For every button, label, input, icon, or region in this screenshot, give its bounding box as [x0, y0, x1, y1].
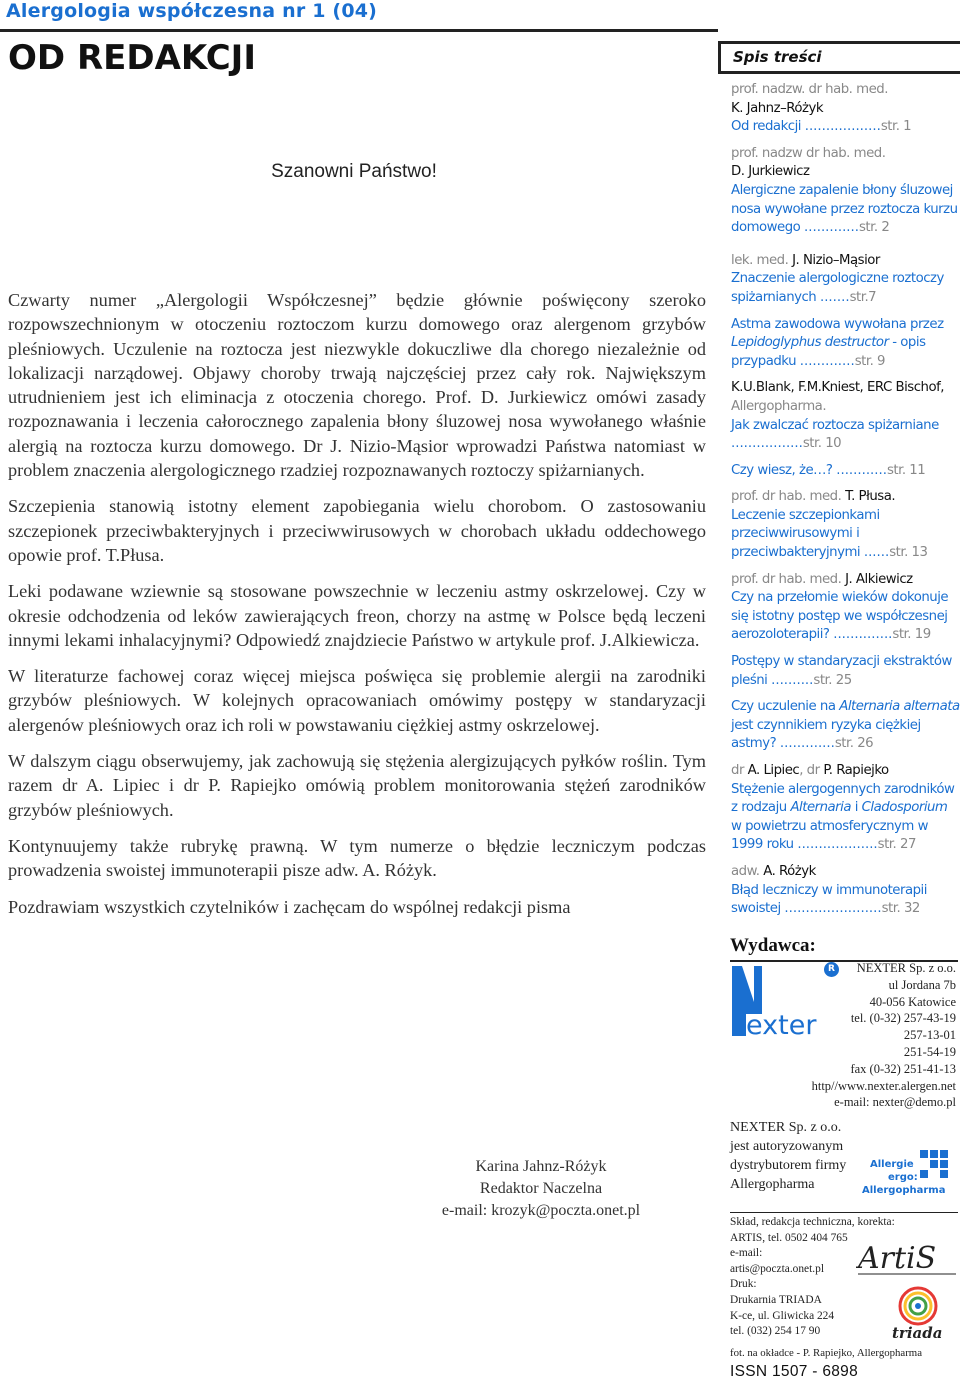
salutation: Szanowni Państwo!: [271, 161, 437, 182]
letter-paragraph: Pozdrawiam wszystkich czytelników i zachęcam do wspólnej redakcji pisma: [8, 896, 571, 917]
toc-title[interactable]: Jak zwalczać roztocza spiżarniane: [731, 417, 939, 433]
toc-page: str. 25: [813, 672, 852, 688]
toc-entry[interactable]: [731, 863, 960, 919]
letter-paragraph: Leki podawane wziewnie są stosowane powszechnie w leczeniu astmy oskrzelowej. Czy w okresie odchodzenia od leków zawierających freon, chorzy na astmę w Polsce będą leczeni innymi lekami inhalacyjnymi? Odpowiedź znajdziecie Państwo w artykule prof. J.Alkiewicza.: [8, 581, 706, 650]
toc-title[interactable]: Czy wiesz, że…?: [731, 462, 833, 478]
toc-page: str. 2: [858, 220, 890, 236]
toc-entry[interactable]: [731, 81, 960, 137]
distributor-line: jest autoryzowanym: [730, 1139, 844, 1154]
section-title: OD REDAKCJI: [8, 38, 256, 78]
toc-entry[interactable]: [731, 653, 960, 690]
website-link[interactable]: http//www.nexter.alergen.net: [811, 1078, 956, 1093]
distributor-line: Allergopharma: [730, 1177, 815, 1192]
toc-author: prof. nadzw dr hab. med.: [731, 145, 886, 161]
toc-leader: .............: [799, 353, 855, 369]
credits-rule: [730, 1212, 958, 1213]
toc-leader: ..................: [804, 119, 881, 135]
toc-page: str. 9: [854, 353, 886, 369]
allergopharma-logo: [862, 1158, 958, 1197]
distributor-line: NEXTER Sp. z o.o.: [730, 1120, 842, 1135]
registered-icon: R: [824, 962, 839, 977]
toc-entry[interactable]: [731, 379, 960, 453]
letter-paragraph: Czwarty numer „Alergologii Współczesnej” będzie głównie poświęcony szeroko rozpowszechnionym w otoczeniu roztoczom kurzu domowego oraz alergenom grzybów pleśniowych. Uczulenie na roztocza jest niezwykle dokuczliwe dla chorego niezależnie od lokalizacji narządowej. Objawy choroby trwają najczęściej przez cały rok. Największym utrudnieniem jest ich eliminacja z otoczenia chorego. Prof. D. Jurkiewicz omówi zasady rozpoznawania i leczenia całorocznego zapalenia błony śluzowej nosa wywołanego właśnie alergią na roztocza kurzu domowego. Dr J. Nizio-Mąsior wprowadzi Państwa natomiast w problem znaczenia alergologicznego rzadziej rozpoznawanych roztoczy spiżarnianych.: [8, 290, 706, 481]
triada-logo-text: triada: [892, 1324, 943, 1340]
letter-paragraph: Kontynuujemy także rubrykę prawną. W tym numerze o błędzie leczniczym podczas prowadzenia swoistej immunoterapii pisze adw. A. Różyk.: [8, 835, 706, 881]
toc-leader: .......................: [784, 901, 882, 917]
toc-entry[interactable]: dr A. Lipiec, dr P. Rapiejko Stężenie alergogennych zarodników z rodzaju Alternaria i Cladosporium w powietrzu atmosferycznym w 1999 roku ...................str. 27: [731, 763, 955, 853]
toc-author-name: J. Nizio–Mąsior: [792, 252, 880, 268]
address-line: tel. (0-32) 257-43-19: [850, 1011, 956, 1026]
toc-title[interactable]: Stężenie alergogennych zarodników z rodzaju Alternaria i Cladosporium w powietrzu atmosferycznym w 1999 roku: [731, 781, 955, 853]
toc-page: str. 11: [886, 462, 926, 478]
toc-leader: .................: [731, 436, 803, 452]
toc-title[interactable]: Astma zawodowa wywołana przez Lepidoglyphus destructor - opis przypadku: [731, 316, 944, 369]
letter-paragraph: W dalszym ciągu obserwujemy, jak zachowują się stężenia alergizujących pyłków roślin. Tym razem dr A. Lipiec i dr P. Rapiejko omówią problem monitorowania stężeń zarodników grzybów pleśniowych.: [8, 751, 706, 820]
credits-line: Drukarnia TRIADA: [730, 1293, 822, 1306]
address-line: 257-13-01: [903, 1028, 956, 1043]
artis-logo-text: ArtiS: [858, 1241, 937, 1276]
toc-entry[interactable]: [731, 145, 960, 238]
toc-title[interactable]: Alergiczne zapalenie błony śluzowej nosa wywołane przez roztocza kurzu domowego: [731, 182, 958, 236]
header-rule: [0, 29, 718, 32]
address-line: 251-54-19: [903, 1044, 956, 1059]
allergo-logo-line: Allergopharma: [862, 1185, 946, 1196]
publisher-title: Wydawca:: [730, 935, 816, 956]
address-line: fax (0-32) 251-41-13: [850, 1061, 956, 1076]
signature: [360, 1156, 722, 1222]
toc-author-name: A. Lipiec: [747, 763, 800, 778]
credits-line: e-mail:: [730, 1247, 763, 1260]
toc-page: str. 27: [877, 837, 916, 853]
credits-line: Skład, redakcja techniczna, korekta:: [730, 1216, 895, 1228]
toc-author: prof. dr hab. med.: [731, 571, 842, 587]
toc-page: str. 32: [881, 901, 920, 917]
toc-page: str. 13: [889, 545, 928, 561]
allergo-logo-line: Allergie: [870, 1159, 914, 1170]
signature-name: Karina Jahnz-Różyk: [475, 1158, 607, 1175]
nexter-logo-shape: [732, 966, 762, 1014]
letter-paragraph: W literaturze fachowej coraz więcej miejsca poświęca się problemie alergii na zarodniki grzybów pleśniowych. W kolejnych opracowaniach omówimy postępy w standaryzacji alergenów pleśniowych oraz ich roli w powstawaniu ciężkiej astmy oskrzelowej.: [8, 666, 706, 735]
toc-page: str. 19: [892, 627, 931, 643]
toc-author: dr: [731, 763, 744, 778]
cover-photo-credit: fot. na okładce - P. Rapiejko, Allergopharma: [730, 1346, 922, 1359]
credits-line: tel. (032) 254 17 90: [730, 1325, 821, 1338]
nexter-logo-n-stem: [732, 1014, 746, 1036]
toc-leader: ......: [863, 545, 890, 561]
toc-entry[interactable]: [731, 698, 960, 754]
toc-page: str. 1: [880, 119, 912, 135]
credits-line: Druk:: [730, 1278, 757, 1291]
email-link[interactable]: e-mail: nexter@demo.pl: [834, 1095, 956, 1110]
toc-title[interactable]: Leczenie szczepionkami przeciwwirusowymi i przeciwbakteryjnymi: [731, 507, 880, 561]
toc-page: str. 26: [834, 736, 874, 752]
nexter-logo-word: exter: [746, 1010, 817, 1038]
signature-role: Redaktor Naczelna: [479, 1180, 603, 1197]
table-of-contents: [718, 74, 960, 919]
artis-triada-logo: [856, 1234, 958, 1340]
toc-author: prof. nadzw. dr hab. med.: [731, 82, 888, 97]
toc-author-name: A. Różyk: [763, 863, 816, 879]
toc-entry[interactable]: [731, 462, 960, 481]
toc-page: str.7: [849, 289, 877, 305]
toc-title[interactable]: Czy na przełomie wieków dokonuje się istotny postęp we współczesnej aerozoloterapii?: [731, 590, 949, 643]
toc-entry[interactable]: [731, 316, 960, 372]
toc-author-name: T. Płusa.: [845, 489, 896, 505]
address-line: NEXTER Sp. z o.o.: [856, 961, 956, 975]
toc-entry[interactable]: [731, 571, 960, 645]
sidebar: [718, 41, 960, 927]
credits-line: ARTIS, tel. 0502 404 765: [730, 1231, 848, 1244]
toc-author: prof. dr hab. med.: [731, 489, 842, 505]
credits-line: K-ce, ul. Gliwicka 224: [730, 1309, 835, 1322]
toc-author: Allergopharma.: [731, 398, 827, 414]
address-line: 40-056 Katowice: [869, 994, 956, 1009]
toc-author-name: K. Jahnz–Różyk: [731, 100, 824, 116]
toc-leader: ............: [836, 462, 887, 478]
toc-author-name: P. Rapiejko: [823, 763, 889, 778]
toc-leader: ..........: [771, 672, 814, 688]
toc-leader: .......: [819, 289, 850, 305]
distributor-note: [730, 1118, 880, 1194]
toc-title[interactable]: Od redakcji: [731, 119, 801, 135]
toc-leader: .............: [804, 220, 859, 236]
toc-leader: .............: [779, 736, 835, 752]
toc-title[interactable]: Znaczenie alergologiczne roztoczy spiżarnianych: [731, 271, 944, 305]
toc-leader: ...................: [797, 837, 878, 853]
journal-title: Alergologia współczesna nr 1 (04): [6, 0, 378, 22]
publisher-address: [760, 960, 956, 1111]
allergo-logo-line: ergo:: [888, 1172, 918, 1183]
toc-author: lek. med.: [731, 252, 789, 268]
editorial-letter: [8, 288, 706, 931]
toc-title[interactable]: Błąd leczniczy w immunoterapii swoistej: [731, 882, 927, 917]
toc-page: str. 10: [802, 436, 842, 452]
toc-author-name: K.U.Blank, F.M.Kniest, ERC Bischof,: [731, 380, 945, 396]
letter-paragraph: Szczepienia stanowią istotny element zapobiegania wielu chorobom. O zastosowaniu szczepionek przeciwbakteryjnych i przeciwwirusowych w chorobach układu oddechowego opowie prof. T.Płusa.: [8, 496, 706, 565]
credits-email-link[interactable]: artis@poczta.onet.pl: [730, 1262, 824, 1275]
toc-author: adw.: [731, 863, 760, 879]
distributor-line: dystrybutorem firmy: [730, 1158, 847, 1173]
toc-title[interactable]: Czy uczulenie na Alternaria alternata jest czynnikiem ryzyka ciężkiej astmy?: [731, 699, 960, 752]
toc-leader: ..............: [833, 627, 893, 643]
toc-title[interactable]: Postępy w standaryzacji ekstraktów pleśni: [731, 654, 952, 688]
toc-entry[interactable]: [731, 488, 960, 562]
toc-author-name: J. Alkiewicz: [845, 571, 913, 587]
issn: ISSN 1507 - 6898: [730, 1363, 859, 1380]
signature-email: e-mail: krozyk@poczta.onet.pl: [441, 1202, 641, 1219]
toc-entry[interactable]: [731, 252, 960, 308]
address-line: ul Jordana 7b: [888, 977, 956, 992]
toc-header: Spis treści: [718, 41, 960, 74]
toc-author-name: D. Jurkiewicz: [731, 164, 810, 180]
